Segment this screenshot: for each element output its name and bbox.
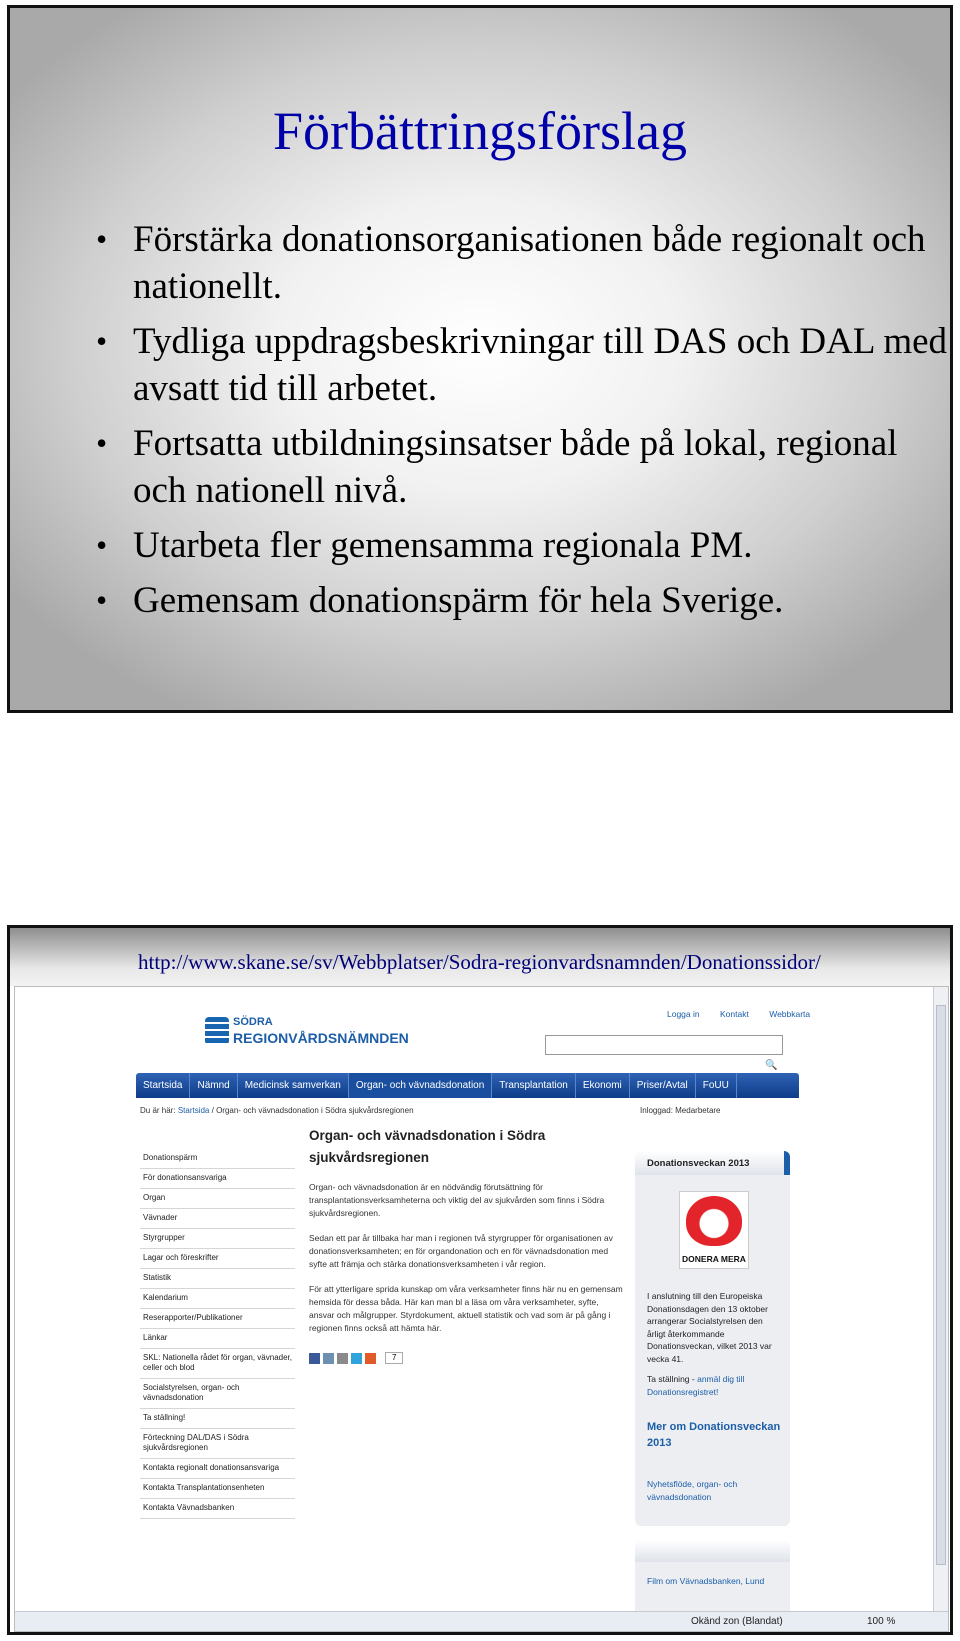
nav-item-ekonomi[interactable]: Ekonomi [576, 1073, 630, 1098]
url-header [10, 928, 950, 986]
nav-item-namnd[interactable]: Nämnd [190, 1073, 237, 1098]
side-nav-item[interactable]: Donationspärm [140, 1149, 295, 1169]
nav-item-fouu[interactable]: FoUU [696, 1073, 737, 1098]
share-icon[interactable] [323, 1353, 334, 1364]
more-link[interactable]: Mer om Donationsveckan 2013 [647, 1421, 781, 1449]
sitemap-link[interactable]: Webbkarta [769, 1009, 811, 1019]
side-nav-item[interactable]: Kontakta regionalt donationsansvariga [140, 1459, 295, 1479]
take-stand-text [647, 1373, 782, 1398]
top-links [667, 1009, 828, 1019]
side-nav-item[interactable]: Statistik [140, 1269, 295, 1289]
zoom-level[interactable]: 100 % [867, 1616, 896, 1627]
status-bar [15, 1611, 948, 1631]
contact-link[interactable]: Kontakt [720, 1009, 749, 1019]
search-input[interactable] [545, 1035, 783, 1055]
bullet-item: • Utarbeta fler gemensamma regionala PM. [88, 522, 948, 569]
logged-in-status: Inloggad: Medarbetare [640, 1106, 721, 1115]
side-nav-item[interactable]: SKL: Nationella rådet för organ, vävnader, celler och blod [140, 1349, 295, 1379]
registry-link[interactable]: anmäl dig till Donationsregistret! [647, 1374, 745, 1397]
main-nav [136, 1073, 799, 1098]
intro-paragraph: Organ- och vävnadsdonation är en nödvändig förutsättning för transplantationsverksamheterna och viktig del av sjukvården som finns i Södra sjukvårdsregionen. [309, 1182, 605, 1218]
donation-week-panel [635, 1151, 790, 1526]
plus-icon[interactable] [365, 1353, 376, 1364]
main-content [309, 1125, 624, 1365]
email-icon[interactable] [337, 1353, 348, 1364]
twitter-icon[interactable] [351, 1353, 362, 1364]
side-nav-item[interactable]: Vävnader [140, 1209, 295, 1229]
login-link[interactable]: Logga in [667, 1009, 700, 1019]
logo-caption: DONERA MERA [682, 1254, 746, 1264]
slide-title: Förbättringsförslag [273, 101, 687, 161]
side-nav-item[interactable]: Förteckning DAL/DAS i Södra sjukvårdsregionen [140, 1429, 295, 1459]
bullet-icon: • [96, 425, 108, 461]
search-icon[interactable]: 🔍 [765, 1060, 778, 1071]
breadcrumb-current: / Organ- och vävnadsdonation i Södra sjukvårdsregionen [211, 1106, 414, 1115]
bullet-item: • Tydliga uppdragsbeskrivningar till DAS och DAL med avsatt tid till arbetet. [88, 318, 948, 412]
panel-text: I anslutning till den Europeiska Donationsdagen den 13 oktober arrangerar Socialstyrelsen den årligt återkommande Donationsveckan, vilket 2013 var vecka 41. [647, 1291, 772, 1364]
panel-header: Donationsveckan 2013 [635, 1151, 790, 1175]
film-panel [635, 1540, 790, 1620]
side-nav-item[interactable]: Socialstyrelsen, organ- och vävnadsdonation [140, 1379, 295, 1409]
body-paragraph: Sedan ett par år tillbaka har man i regionen två styrgrupper för organisationen av donationsverksamheten; en för organdonation och en för vävnadsdonation med syfte att främja och stärka donationsverksamheten i vår region. [309, 1233, 613, 1269]
take-stand-prefix: Ta ställning - [647, 1374, 695, 1384]
scrollbar-thumb[interactable] [936, 1005, 946, 1565]
bullet-icon: • [96, 221, 108, 257]
side-nav-item[interactable]: Länkar [140, 1329, 295, 1349]
browser-screenshot [14, 986, 949, 1632]
page-title: Organ- och vävnadsdonation i Södra sjukvårdsregionen [309, 1128, 546, 1165]
scrollbar[interactable] [933, 987, 948, 1612]
side-nav-item[interactable]: Reserapporter/Publikationer [140, 1309, 295, 1329]
bullet-icon: • [96, 323, 108, 359]
heart-icon [686, 1196, 742, 1246]
body-paragraph: För att ytterligare sprida kunskap om våra verksamheter finns här nu en gemensam hemsida för dessa båda. Här kan man bl a läsa om våra verksamheter, syfte, ansvar och målgrupper. Styrdokument, aktuell statistik och vad som är på gång i regionen finns också att hämta här. [309, 1284, 623, 1333]
side-nav-item[interactable]: Styrgrupper [140, 1229, 295, 1249]
share-count: 7 [385, 1352, 403, 1364]
bullet-item: • Fortsatta utbildningsinsatser både på lokal, regional och nationell nivå. [88, 420, 948, 514]
nav-item-medicinsk-samverkan[interactable]: Medicinsk samverkan [238, 1073, 349, 1098]
nav-item-organ-vavnadsdonation[interactable]: Organ- och vävnadsdonation [349, 1073, 492, 1098]
side-nav-item[interactable]: För donationsansvariga [140, 1169, 295, 1189]
breadcrumb [140, 1106, 414, 1115]
bullet-item: • Förstärka donationsorganisationen både regionalt och nationellt. [88, 216, 948, 310]
side-nav-item[interactable]: Organ [140, 1189, 295, 1209]
bullet-icon: • [96, 582, 108, 618]
side-nav-item[interactable]: Kontakta Vävnadsbanken [140, 1499, 295, 1519]
breadcrumb-link[interactable]: Startsida [177, 1106, 210, 1115]
slide-2 [7, 925, 953, 1635]
logo-text-line2[interactable]: REGIONVÅRDSNÄMNDEN [233, 1030, 409, 1046]
panel-header [635, 1540, 790, 1562]
security-zone[interactable]: Okänd zon (Blandat) [691, 1616, 783, 1627]
side-nav [140, 1149, 295, 1519]
breadcrumb-prefix: Du är här: [140, 1106, 176, 1115]
bullet-list [88, 216, 948, 632]
logo-icon[interactable] [205, 1017, 229, 1045]
side-nav-item[interactable]: Kontakta Transplantationsenheten [140, 1479, 295, 1499]
side-nav-item[interactable]: Kalendarium [140, 1289, 295, 1309]
bullet-item: • Gemensam donationspärm för hela Sverige. [88, 577, 948, 624]
logo-text-line1[interactable]: SÖDRA [233, 1016, 273, 1028]
url-text[interactable]: http://www.skane.se/sv/Webbplatser/Sodra-regionvardsnamnden/Donationssidor/ [138, 950, 821, 974]
facebook-icon[interactable] [309, 1353, 320, 1364]
donera-mera-logo[interactable] [679, 1191, 749, 1269]
share-row [309, 1351, 624, 1365]
nav-item-transplantation[interactable]: Transplantation [492, 1073, 576, 1098]
nav-item-startsida[interactable]: Startsida [136, 1073, 190, 1098]
film-link[interactable]: Film om Vävnadsbanken, Lund [647, 1576, 765, 1586]
bullet-icon: • [96, 527, 108, 563]
news-feed-link[interactable]: Nyhetsflöde, organ- och vävnadsdonation [647, 1479, 738, 1502]
nav-item-priser-avtal[interactable]: Priser/Avtal [630, 1073, 696, 1098]
slide-1 [7, 5, 953, 713]
side-nav-item[interactable]: Ta ställning! [140, 1409, 295, 1429]
side-nav-item[interactable]: Lagar och föreskrifter [140, 1249, 295, 1269]
